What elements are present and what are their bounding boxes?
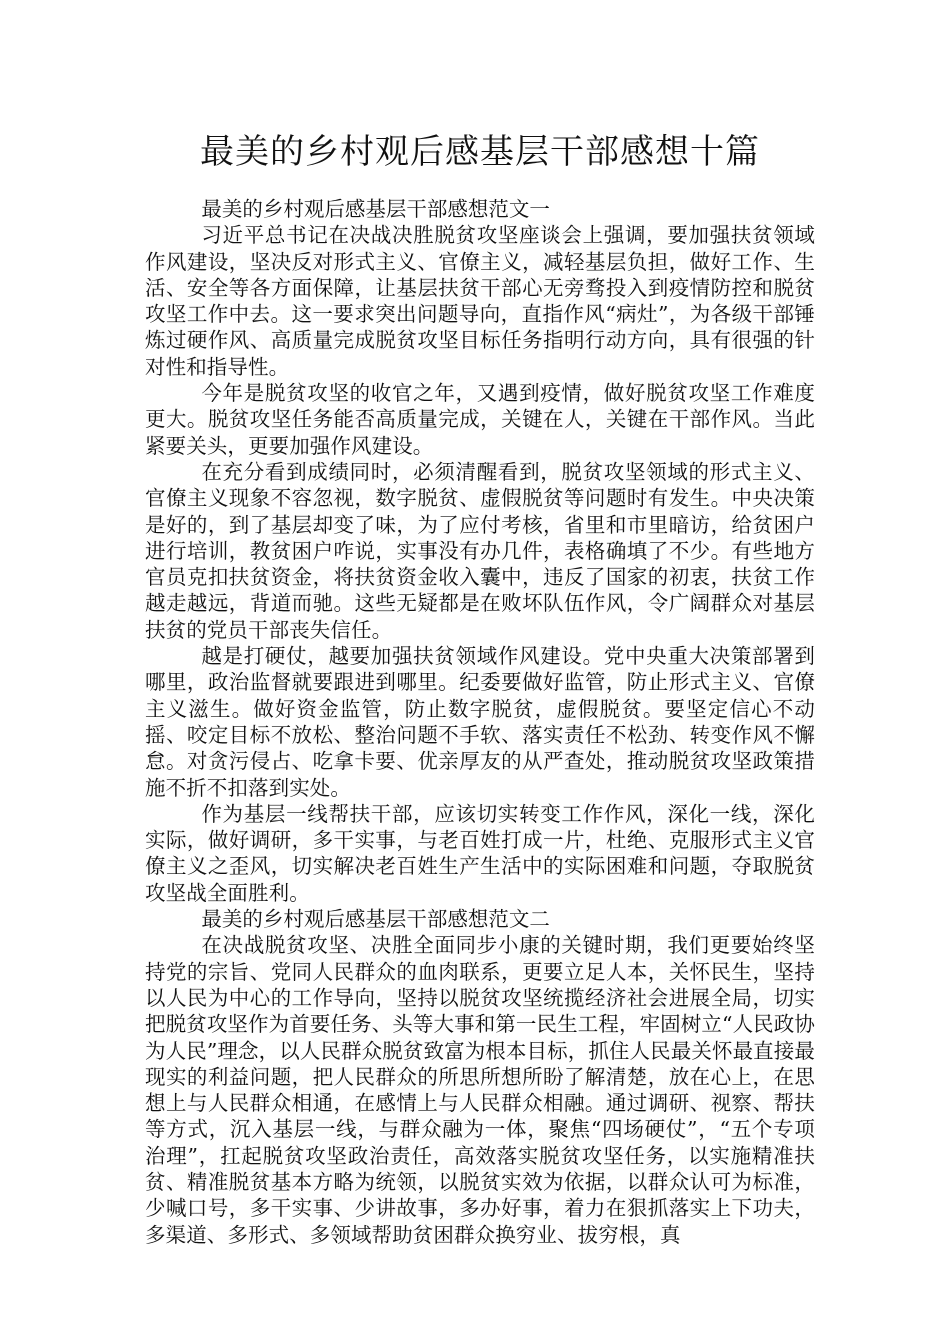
paragraph: 在充分看到成绩同时，必须清醒看到，脱贫攻坚领域的形式主义、官僚主义现象不容忽视，数字脱贫、虚假脱贫等问题时有发生。中央决策是好的，到了基层却变了味，为了应付考核，省里和市里暗访，给贫困户进行培训，教贫困户咋说，实事没有办几件，表格确填了不少。有些地方官员克扣扶贫资金，将扶贫资金收入囊中，违反了国家的初衷，扶贫工作越走越远，背道而驰。这些无疑都是在败坏队伍作风，令广阔群众对基层扶贫的党员干部丧失信任。 — [145, 459, 815, 642]
section-heading: 最美的乡村观后感基层干部感想范文一 — [201, 197, 550, 221]
paragraph: 今年是脱贫攻坚的收官之年，又遇到疫情，做好脱贫攻坚工作难度更大。脱贫攻坚任务能否高质量完成，关键在人，关键在干部作风。当此紧要关头，更要加强作风建设。 — [145, 381, 815, 458]
document-title: 最美的乡村观后感基层干部感想十篇 — [200, 132, 760, 172]
paragraph: 在决战脱贫攻坚、决胜全面同步小康的关键时期，我们更要始终坚持党的宗旨、党同人民群众的血肉联系，更要立足人本，关怀民生，坚持以人民为中心的工作导向，坚持以脱贫攻坚统揽经济社会进展全局，切实把脱贫攻坚作为首要任务、头等大事和第一民生工程，牢固树立“人民政协为人民”理念，以人民群众脱贫致富为根本目标，抓住人民最关怀最直接最现实的利益问题，把人民群众的所思所想所盼了解清楚，放在心上，在思想上与人民群众相通，在感情上与人民群众相融。通过调研、视察、帮扶等方式，沉入基层一线，与群众融为一体，聚焦“四场硬仗”，“五个专项治理”，扛起脱贫攻坚政治责任，高效落实脱贫攻坚任务，以实施精准扶贫、精准脱贫基本方略为统领，以脱贫实效为依据，以群众认可为标准，少喊口号，多干实事、少讲故事，多办好事，着力在狠抓落实上下功夫，多渠道、多形式、多领域帮助贫困群众换穷业、拔穷根，真 — [145, 933, 815, 1247]
section-heading: 最美的乡村观后感基层干部感想范文二 — [201, 907, 550, 932]
section-2 — [145, 906, 815, 1248]
document-page — [145, 130, 815, 1248]
paragraph: 越是打硬仗，越要加强扶贫领域作风建设。党中央重大决策部署到哪里，政治监督就要跟进到哪里。纪委要做好监管，防止形式主义、官僚主义滋生。做好资金监管，防止数字脱贫，虚假脱贫。要坚定信心不动摇、咬定目标不放松、整治问题不手软、落实责任不松劲、转变作风不懈怠。对贪污侵占、吃拿卡要、优亲厚友的从严查处，推动脱贫攻坚政策措施不折不扣落到实处。 — [145, 644, 815, 800]
paragraph: 作为基层一线帮扶干部，应该切实转变工作作风，深化一线，深化实际，做好调研，多干实事，与老百姓打成一片，杜绝、克服形式主义官僚主义之歪风，切实解决老百姓生产生活中的实际困难和问题，夺取脱贫攻坚战全面胜利。 — [145, 801, 815, 905]
section-1 — [145, 196, 815, 906]
paragraph: 习近平总书记在决战决胜脱贫攻坚座谈会上强调，要加强扶贫领域作风建设，坚决反对形式主义、官僚主义，减轻基层负担，做好工作、生活、安全等各方面保障，让基层扶贫干部心无旁骛投入到疫情防控和脱贫攻坚工作中去。这一要求突出问题导向，直指作风“病灶”，为各级干部锤炼过硬作风、高质量完成脱贫攻坚目标任务指明行动方向，具有很强的针对性和指导性。 — [145, 223, 815, 379]
